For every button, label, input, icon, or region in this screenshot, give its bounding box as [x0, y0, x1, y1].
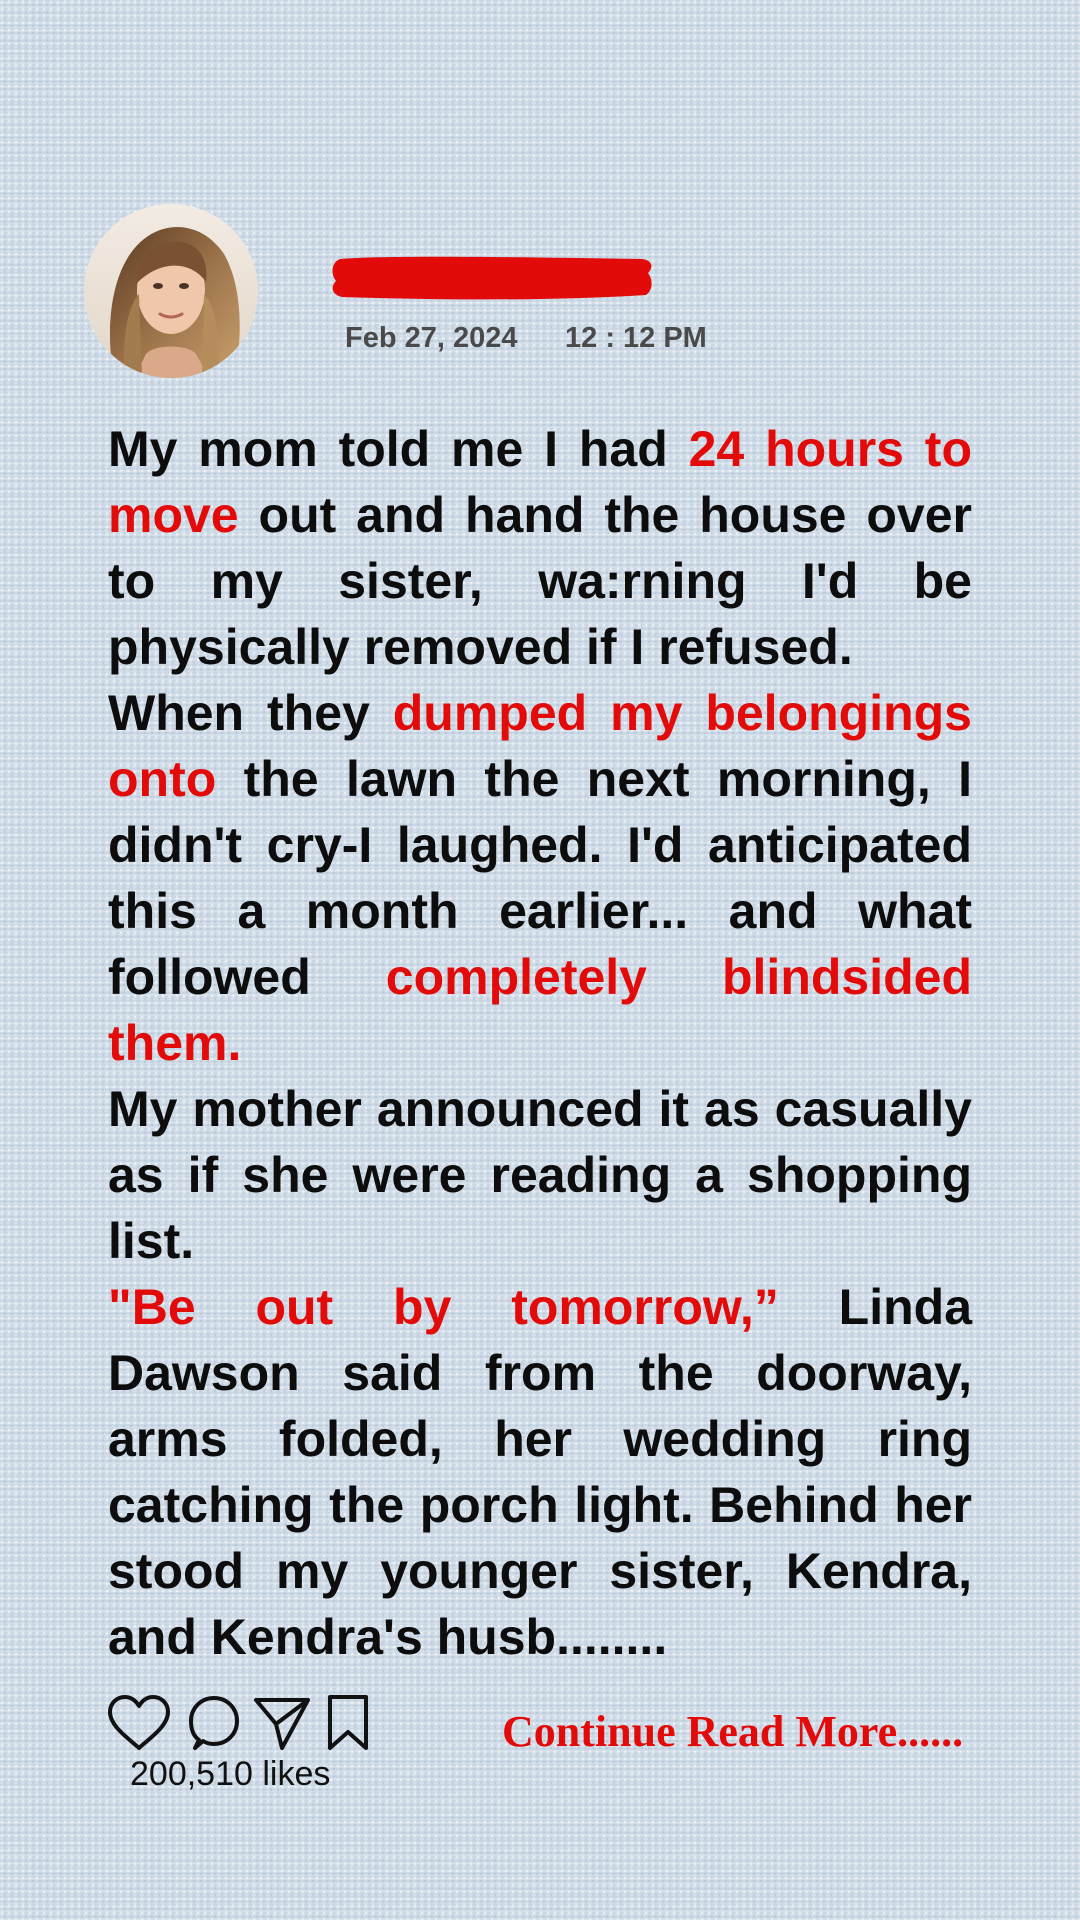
avatar-image: [84, 204, 258, 378]
post-paragraph: [108, 1076, 972, 1274]
post-text: the lawn the next morning, I didn't cry-I laughed. I'd anticipated this a month earlier... and what followed: [108, 751, 972, 1005]
bookmark-icon[interactable]: [326, 1694, 370, 1752]
post-text: Linda Dawson said from the doorway, arms folded, her wedding ring catching the porch light. Behind her stood my younger sister, Kendra, and Kendra's husb........: [108, 1279, 972, 1665]
post-highlight: dumped my belongings onto: [108, 685, 972, 807]
post-highlight: 24 hours to move: [108, 421, 972, 543]
post-paragraph: [108, 1274, 972, 1670]
post-time: 12 : 12 PM: [565, 322, 707, 354]
post-actions: [106, 1694, 386, 1754]
post-date: Feb 27, 2024: [345, 322, 518, 354]
comment-icon[interactable]: [188, 1694, 240, 1752]
post-text: My mom told me I had: [108, 421, 689, 477]
post-highlight: "Be out by tomorrow,”: [108, 1279, 779, 1335]
post-text: My mother announced it as casually as if she were reading a shopping list.: [108, 1081, 972, 1269]
post-text: When they: [108, 685, 393, 741]
post-paragraph: [108, 416, 972, 680]
continue-read-more-link[interactable]: Continue Read More......: [502, 1707, 964, 1756]
heart-icon[interactable]: [106, 1694, 172, 1752]
share-icon[interactable]: [252, 1694, 312, 1752]
username-redaction: [330, 253, 656, 303]
avatar[interactable]: [84, 204, 258, 378]
post-text: out and hand the house over to my sister, wa:rning I'd be physically removed if I refused.: [108, 487, 972, 675]
likes-count: 200,510 likes: [130, 1755, 331, 1793]
post-paragraph: [108, 680, 972, 1076]
post-body: [108, 416, 972, 1670]
post-highlight: completely blindsided them.: [108, 949, 972, 1071]
